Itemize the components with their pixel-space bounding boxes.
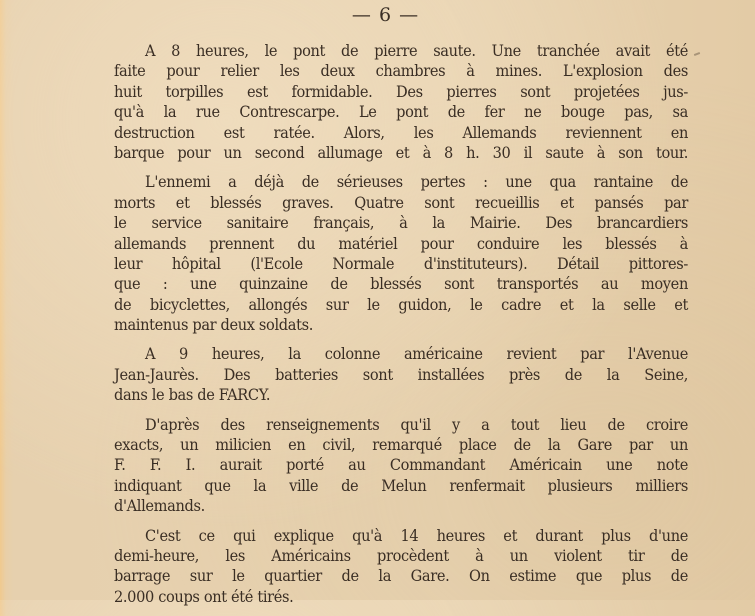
text-line: 2.000 coups ont été tirés. [114, 586, 294, 606]
text-line: le service sanitaire français, à la Mairie. Des brancardiers [114, 213, 688, 233]
text-line: faite pour relier les deux chambres à mines. L'explosion des [114, 61, 688, 81]
paragraph-3 [114, 344, 688, 405]
text-line: maintenus par deux soldats. [114, 315, 313, 335]
text-line: dans le bas de FARCY. [114, 385, 271, 405]
text-line: barque pour un second allumage et à 8 h. 30 il saute à son tour. [114, 142, 688, 162]
page-number: — 6 — [351, 4, 420, 26]
ink-mark [694, 52, 700, 56]
text-line: A 8 heures, le pont de pierre saute. Une tranchée avait été [145, 41, 688, 60]
text-line: indiquant que la ville de Melun renfermait plusieurs milliers [114, 475, 688, 495]
text-line: F. F. I. aurait porté au Commandant Américain une note [114, 455, 688, 475]
text-line: huit torpilles est formidable. Des pierres sont projetées jus- [114, 81, 688, 101]
text-line: A 9 heures, la colonne américaine revient par l'Avenue [145, 344, 688, 364]
text-line: allemands prennent du matériel pour conduire les blessés à [114, 233, 688, 253]
paragraph-2 [114, 172, 688, 335]
text-line: C'est ce qui explique qu'à 14 heures et durant plus d'une [145, 525, 688, 545]
text-line: qu'à la rue Contrescarpe. Le pont de fer ne bouge pas, sa [114, 102, 688, 122]
text-line: destruction est ratée. Alors, les Allemands reviennent en [114, 122, 688, 142]
text-line: Jean-Jaurès. Des batteries sont installées près de la Seine, [114, 364, 688, 384]
text-line: barrage sur le quartier de la Gare. On estime que plus de [114, 566, 688, 586]
text-line: que : une quinzaine de blessés sont transportés au moyen [114, 274, 688, 294]
paragraph-5 [114, 526, 688, 608]
text-line: D'après des renseignements qu'il y a tout lieu de croire [145, 414, 688, 434]
text-line: d'Allemands. [114, 496, 205, 516]
body-text [114, 41, 688, 616]
paragraph-4 [114, 415, 688, 517]
text-line: L'ennemi a déjà de sérieuses pertes : une qua rantaine de [145, 172, 688, 192]
text-line: demi-heure, les Américains procèdent à un violent tir de [114, 545, 688, 565]
text-line: leur hôpital (l'Ecole Normale d'instituteurs). Détail pittores- [114, 253, 688, 273]
paragraph-1 [114, 41, 688, 163]
text-line: exacts, un milicien en civil, remarqué place de la Gare par un [114, 435, 688, 455]
text-line: de bicyclettes, allongés sur le guidon, le cadre et la selle et [114, 294, 688, 314]
text-line: morts et blessés graves. Quatre sont recueillis et pansés par [114, 192, 688, 212]
